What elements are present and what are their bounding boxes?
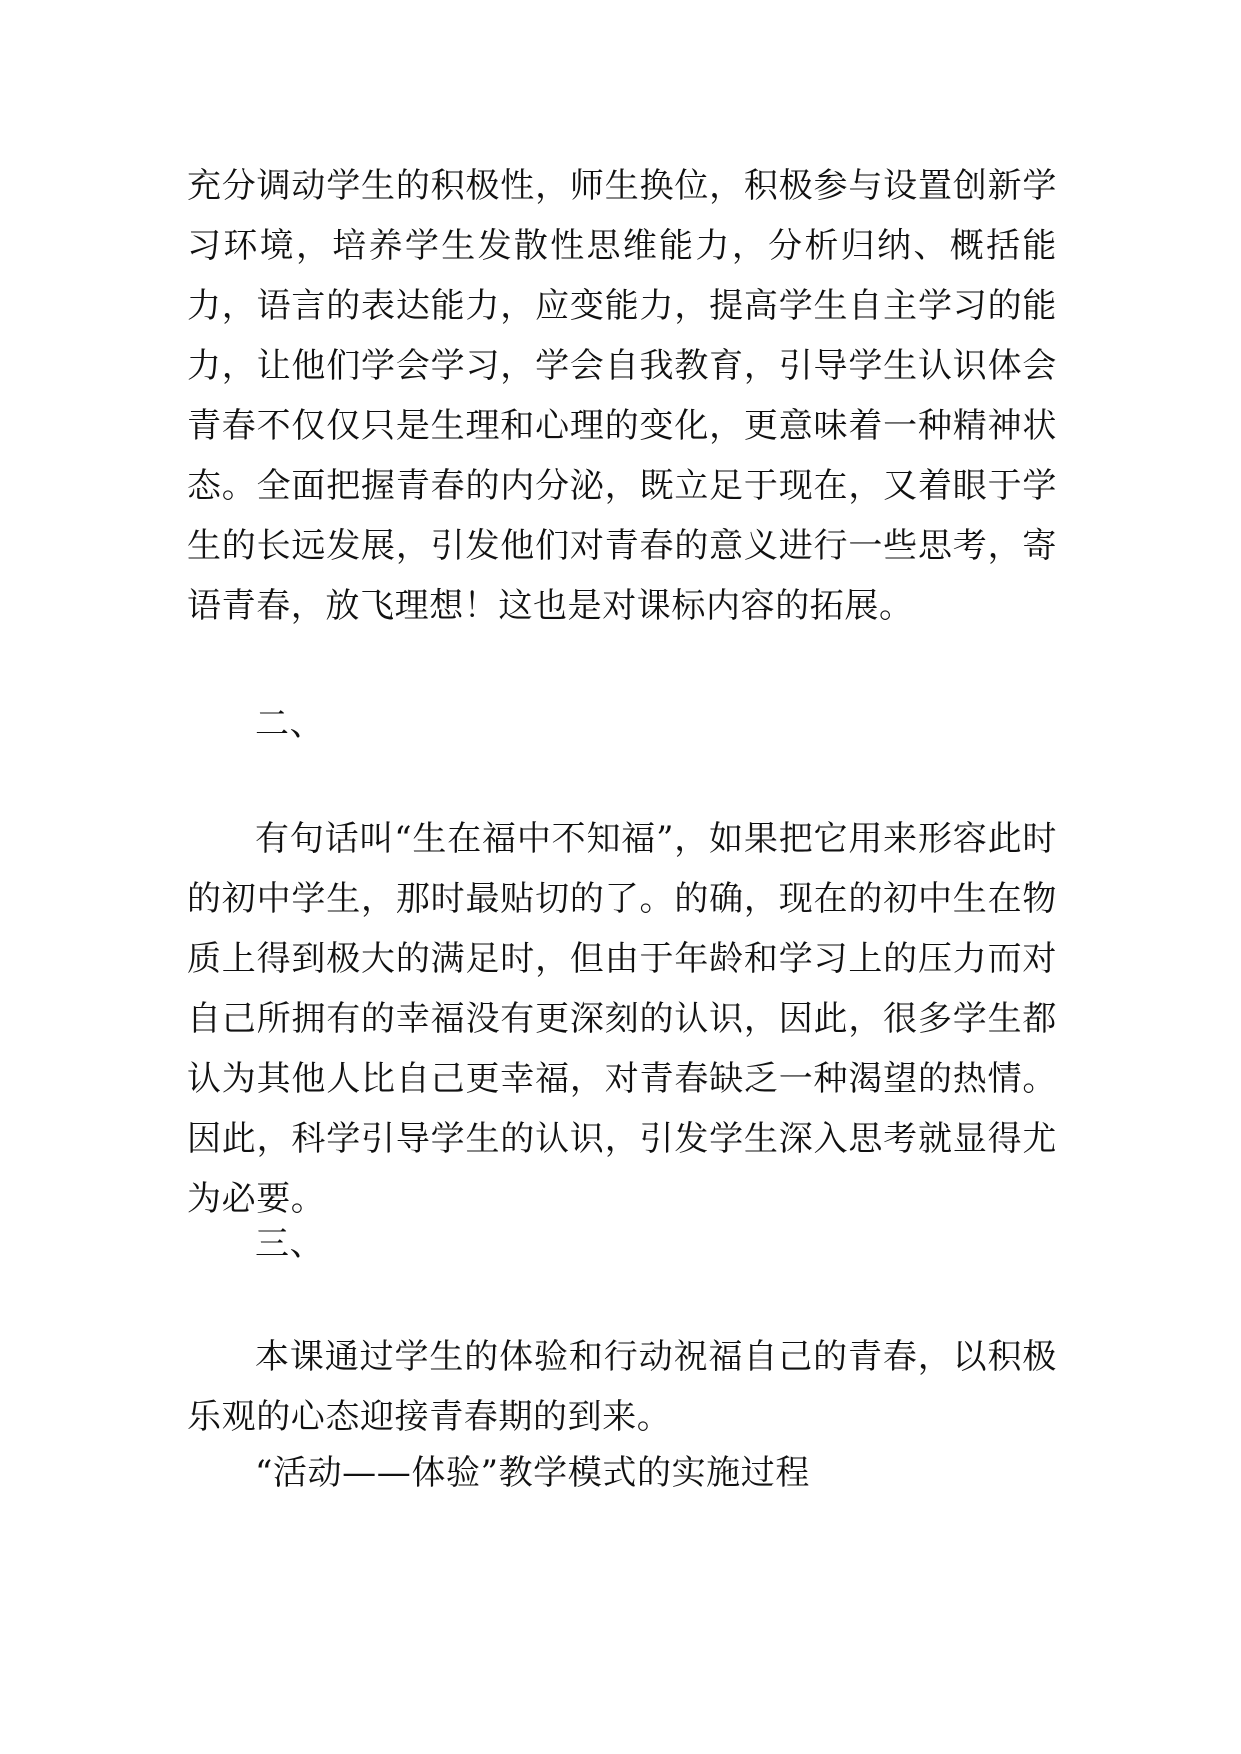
section-heading-three: 三、: [255, 1224, 325, 1264]
body-paragraph: 本课通过学生的体验和行动祝福自己的青春，以积极乐观的心态迎接青春期的到来。: [187, 1337, 1057, 1437]
body-paragraph: 有句话叫“生在福中不知福”，如果把它用来形容此时的初中学生，那时最贴切的了。的确，现在的初中生在物质上得到极大的满足时，但由于年龄和学习上的压力而对自己所拥有的幸福没有更深刻的认识，因此，很多学生都认为其他人比自己更幸福，对青春缺乏一种渴望的热情。因此，科学引导学生的认识，引发学生深入思考就显得尤为必要。: [187, 819, 1057, 1219]
body-paragraph: 充分调动学生的积极性，师生换位，积极参与设置创新学习环境，培养学生发散性思维能力，分析归纳、概括能力，语言的表达能力，应变能力，提高学生自主学习的能力，让他们学会学习，学会自我教育，引导学生认识体会青春不仅仅只是生理和心理的变化，更意味着一种精神状态。全面把握青春的内分泌，既立足于现在，又着眼于学生的长远发展，引发他们对青春的意义进行一些思考，寄语青春，放飞理想！这也是对课标内容的拓展。: [187, 166, 1057, 626]
section-heading-activity: “活动——体验”教学模式的实施过程: [255, 1453, 810, 1493]
section-heading-two: 二、: [255, 704, 325, 744]
